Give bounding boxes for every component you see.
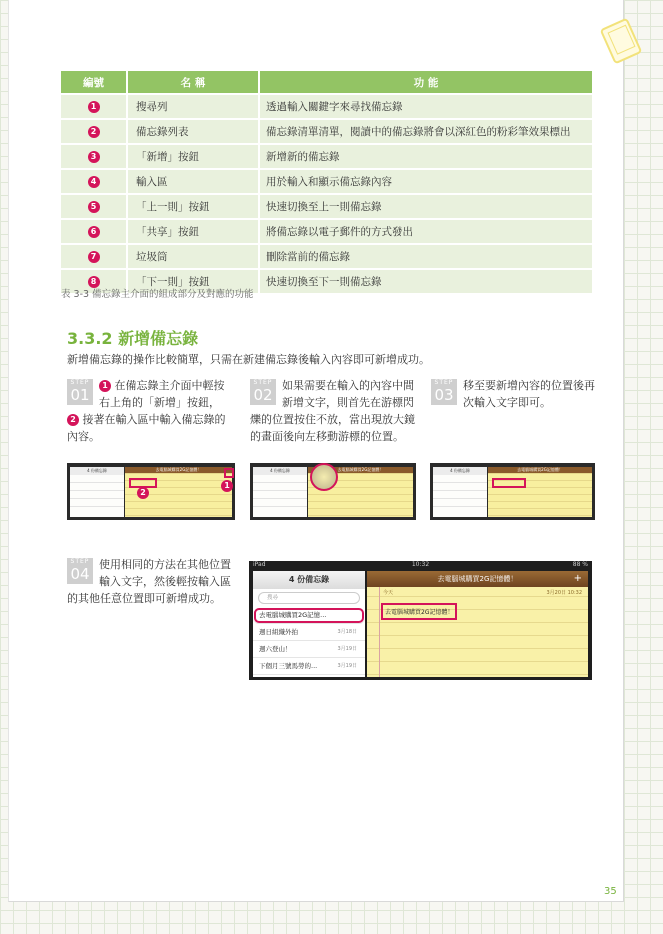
screenshot-step-03 bbox=[430, 463, 595, 520]
header-name: 名 稱 bbox=[128, 71, 260, 93]
step-text: 移至要新增內容的位置後再次輸入文字即可。 bbox=[463, 379, 595, 409]
note-margin-line bbox=[379, 587, 380, 677]
screenshot-step-04 bbox=[249, 561, 592, 680]
section-intro: 新增備忘錄的操作比較簡單，只需在新建備忘錄後輸入內容即可新增成功。 bbox=[67, 353, 430, 366]
step-04 bbox=[67, 556, 237, 607]
section-title: 3.3.2 新增備忘錄 bbox=[67, 329, 199, 348]
list-item bbox=[433, 491, 487, 499]
number-badge: 6 bbox=[88, 226, 100, 238]
callout-badge: 2 bbox=[137, 487, 149, 499]
table-row bbox=[61, 245, 594, 268]
list-item bbox=[433, 475, 487, 483]
list-title: 4 份備忘錄 bbox=[253, 571, 365, 589]
step-text: 使用相同的方法在其他位置輸入文字，然後輕按輸入區的其他任意位置即可新增成功。 bbox=[67, 558, 231, 605]
step-box: STEP 04 bbox=[67, 558, 93, 584]
number-badge: 2 bbox=[88, 126, 100, 138]
note-area bbox=[488, 467, 592, 517]
list-item bbox=[433, 499, 487, 507]
table-row bbox=[61, 195, 594, 218]
number-badge: 7 bbox=[88, 251, 100, 263]
row-function: 新增新的備忘錄 bbox=[260, 145, 594, 168]
list-title: 4 份備忘錄 bbox=[70, 467, 124, 475]
list-item bbox=[70, 491, 124, 499]
step-box: STEP 02 bbox=[250, 379, 276, 405]
note-area[interactable]: 去電腦城購買2G記憶體！ + 今天 3月20日 10:32 去電腦城購買2G記憶體！ bbox=[367, 571, 588, 677]
row-name: 「上一則」按鈕 bbox=[128, 195, 260, 218]
device-label: iPad bbox=[253, 561, 266, 568]
note-title-bar: 去電腦城購買2G記憶體！ bbox=[308, 467, 413, 473]
row-name: 搜尋列 bbox=[128, 95, 260, 118]
table-row bbox=[61, 120, 594, 143]
highlight-box bbox=[492, 478, 526, 488]
row-name: 「新增」按鈕 bbox=[128, 145, 260, 168]
row-function: 將備忘錄以電子郵件的方式發出 bbox=[260, 220, 594, 243]
list-title: 4 份備忘錄 bbox=[253, 467, 307, 475]
row-function: 備忘錄清單清單，閱讀中的備忘錄將會以深紅色的粉彩筆效果標出 bbox=[260, 120, 594, 143]
parts-table bbox=[61, 69, 594, 295]
note-title-bar: 去電腦城購買2G記憶體！ bbox=[488, 467, 592, 473]
page-number: 35 bbox=[604, 886, 617, 897]
number-badge: 8 bbox=[88, 276, 100, 288]
search-input[interactable]: 搜尋 bbox=[258, 592, 360, 604]
table-row bbox=[61, 220, 594, 243]
step-01 bbox=[67, 377, 235, 445]
add-button[interactable]: + bbox=[573, 573, 582, 584]
row-function: 用於輸入和顯示備忘錄內容 bbox=[260, 170, 594, 193]
memo-list bbox=[70, 467, 124, 517]
table-row bbox=[61, 170, 594, 193]
list-item bbox=[70, 475, 124, 483]
row-name: 備忘錄列表 bbox=[128, 120, 260, 143]
list-item[interactable]: 去電腦城購買2G記憶... bbox=[253, 607, 365, 624]
table-row bbox=[61, 145, 594, 168]
number-badge: 5 bbox=[88, 201, 100, 213]
number-badge: 4 bbox=[88, 176, 100, 188]
step-02 bbox=[250, 377, 418, 445]
note-text[interactable]: 去電腦城購買2G記憶體！ bbox=[385, 609, 454, 616]
row-function: 快速切換至下一則備忘錄 bbox=[260, 270, 594, 293]
callout-badge: 1 bbox=[221, 480, 233, 492]
header-number: 編號 bbox=[61, 71, 128, 93]
screenshot-step-01 bbox=[67, 463, 235, 520]
memo-list bbox=[253, 571, 365, 677]
row-function: 透過輸入關鍵字來尋找備忘錄 bbox=[260, 95, 594, 118]
highlight-box bbox=[224, 468, 234, 478]
list-item[interactable]: 週六登山！ 3月19日 bbox=[253, 641, 365, 658]
list-title: 4 份備忘錄 bbox=[433, 467, 487, 475]
magnifier-loupe bbox=[310, 463, 338, 491]
number-badge: 1 bbox=[88, 101, 100, 113]
status-bar bbox=[249, 561, 592, 569]
step-text: 在備忘錄主介面中輕按右上角的「新增」按鈕， bbox=[99, 379, 225, 409]
step-box: STEP 03 bbox=[431, 379, 457, 405]
step-text: 接著在輸入區中輸入備忘錄的內容。 bbox=[67, 413, 226, 443]
row-function: 刪除當前的備忘錄 bbox=[260, 245, 594, 268]
memo-list bbox=[433, 467, 487, 517]
row-function: 快速切換至上一則備忘錄 bbox=[260, 195, 594, 218]
header-function: 功 能 bbox=[260, 71, 594, 93]
number-badge: 3 bbox=[88, 151, 100, 163]
battery-level: 88 % bbox=[572, 561, 588, 568]
step-03 bbox=[431, 377, 596, 411]
list-item bbox=[70, 499, 124, 507]
note-title-bar: 去電腦城購買2G記憶體！ bbox=[125, 467, 232, 473]
callout-badge: 1 bbox=[99, 380, 111, 392]
table-row bbox=[61, 95, 594, 118]
list-item bbox=[253, 475, 307, 483]
row-name: 輸入區 bbox=[128, 170, 260, 193]
table-caption: 表 3-3 備忘錄主介面的組成部分及對應的功能 bbox=[61, 289, 254, 300]
row-name: 「共享」按鈕 bbox=[128, 220, 260, 243]
list-item bbox=[253, 491, 307, 499]
list-item bbox=[253, 499, 307, 507]
step-text: 如果需要在輸入的內容中間新增文字，則首先在游標閃爍的位置按住不放，當出現放大鏡的畫面後向左移動游標的位置。 bbox=[250, 379, 415, 443]
step-box: STEP 01 bbox=[67, 379, 93, 405]
note-title-bar: 去電腦城購買2G記憶體！ + bbox=[367, 571, 588, 587]
status-time: 10:32 bbox=[411, 561, 430, 568]
list-item bbox=[70, 483, 124, 491]
list-item bbox=[433, 483, 487, 491]
list-item[interactable]: 週日組織外拍 3月18日 bbox=[253, 624, 365, 641]
list-item[interactable]: 下個月三號馬勞的... 3月19日 bbox=[253, 658, 365, 675]
screenshot-step-02 bbox=[250, 463, 416, 520]
list-item bbox=[253, 483, 307, 491]
memo-list bbox=[253, 467, 307, 517]
table-header-row bbox=[61, 71, 594, 93]
callout-badge: 2 bbox=[67, 414, 79, 426]
row-name: 「下一則」按鈕 bbox=[128, 270, 260, 293]
row-name: 垃圾筒 bbox=[128, 245, 260, 268]
